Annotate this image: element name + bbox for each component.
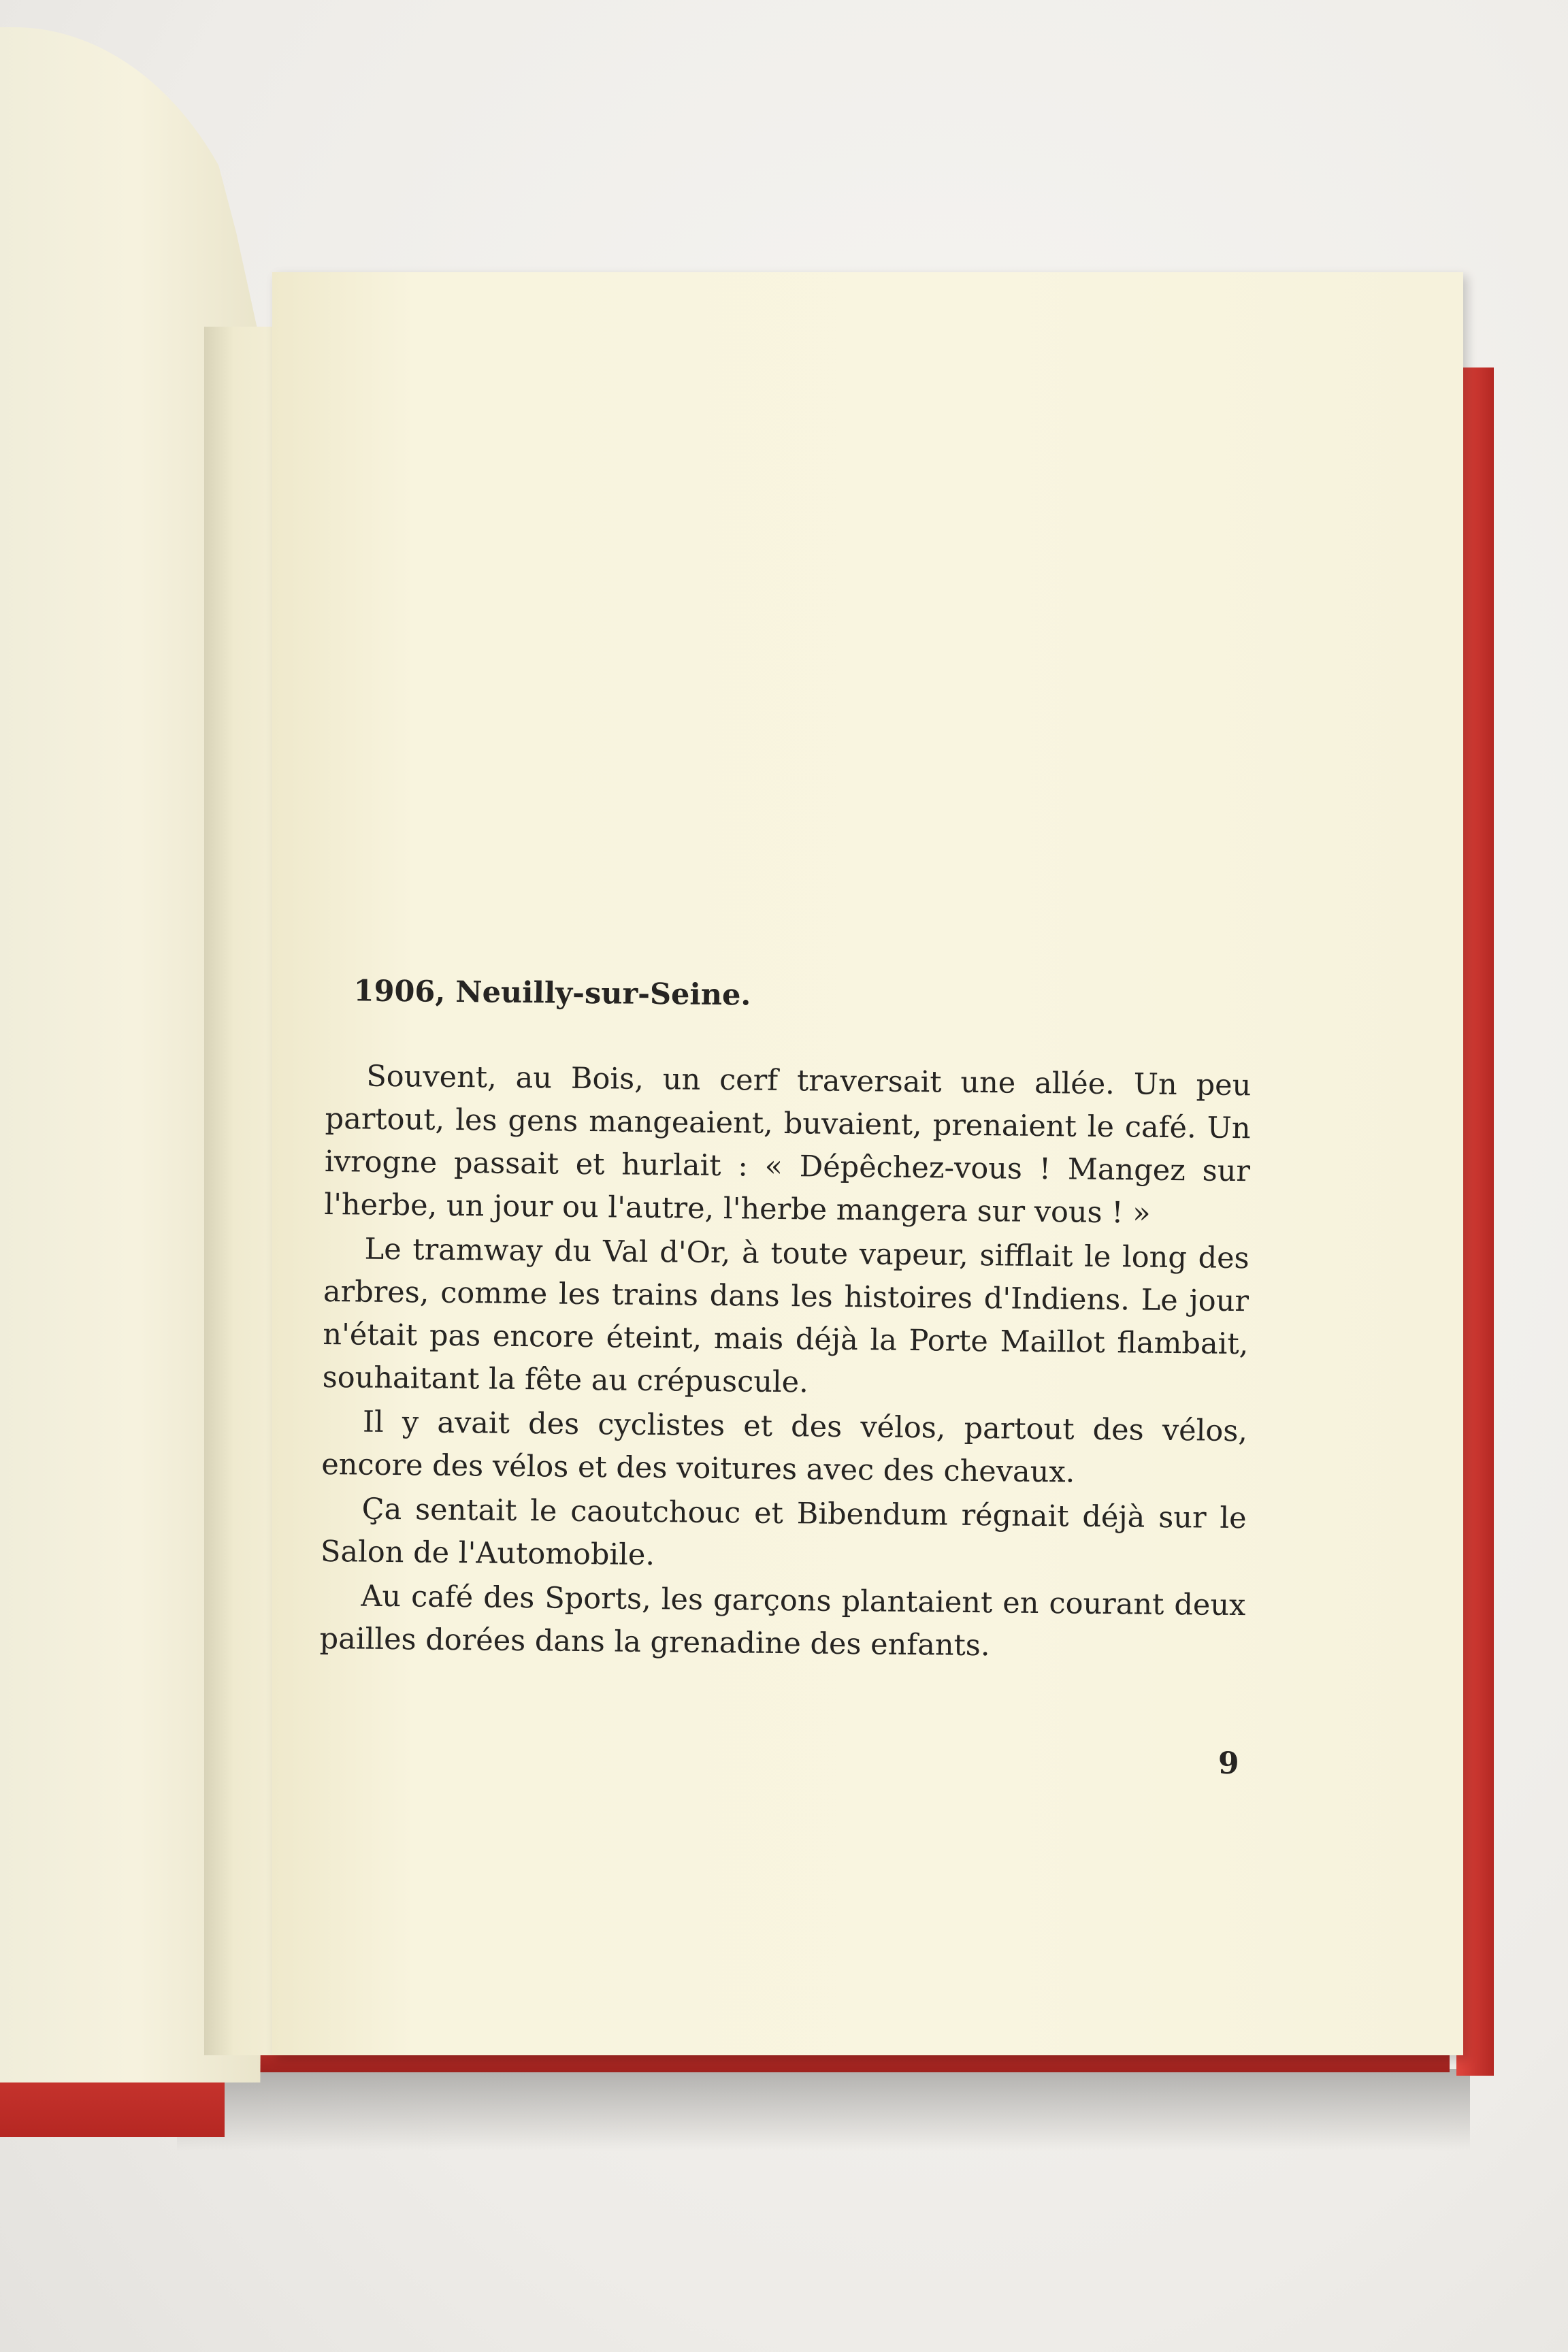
paragraph: Souvent, au Bois, un cerf traversait une allée. Un peu partout, les gens mangeaient, buvaient, prenaient le café. Un ivrogne passait et hurlait : « Dépêchez-vous ! Mangez sur l'herbe, un jour ou l'autre, l'herbe mangera sur vous ! » [324, 1059, 1252, 1230]
book-shadow [177, 2069, 1470, 2151]
paragraph: Au café des Sports, les garçons plantaient en courant deux pailles dorées dans la grenadine des enfants. [319, 1579, 1246, 1663]
paragraph: Il y avait des cyclistes et des vélos, partout des vélos, encore des vélos et des voitures avec des chevaux. [321, 1405, 1248, 1490]
chapter-heading: 1906, Neuilly-sur-Seine. [353, 974, 751, 1013]
page-number: 9 [1218, 1746, 1239, 1781]
page-text [319, 970, 1252, 1671]
paragraph: Ça sentait le caoutchouc et Bibendum régnait déjà sur le Salon de l'Automobile. [320, 1492, 1247, 1573]
paragraph: Le tramway du Val d'Or, à toute vapeur, sifflait le long des arbres, comme les trains dans les histoires d'Indiens. Le jour n'était pas encore éteint, mais déjà la Porte Maillot flambait, souhaitant la fête au crépuscule. [322, 1232, 1250, 1400]
book-gutter [204, 327, 279, 2055]
